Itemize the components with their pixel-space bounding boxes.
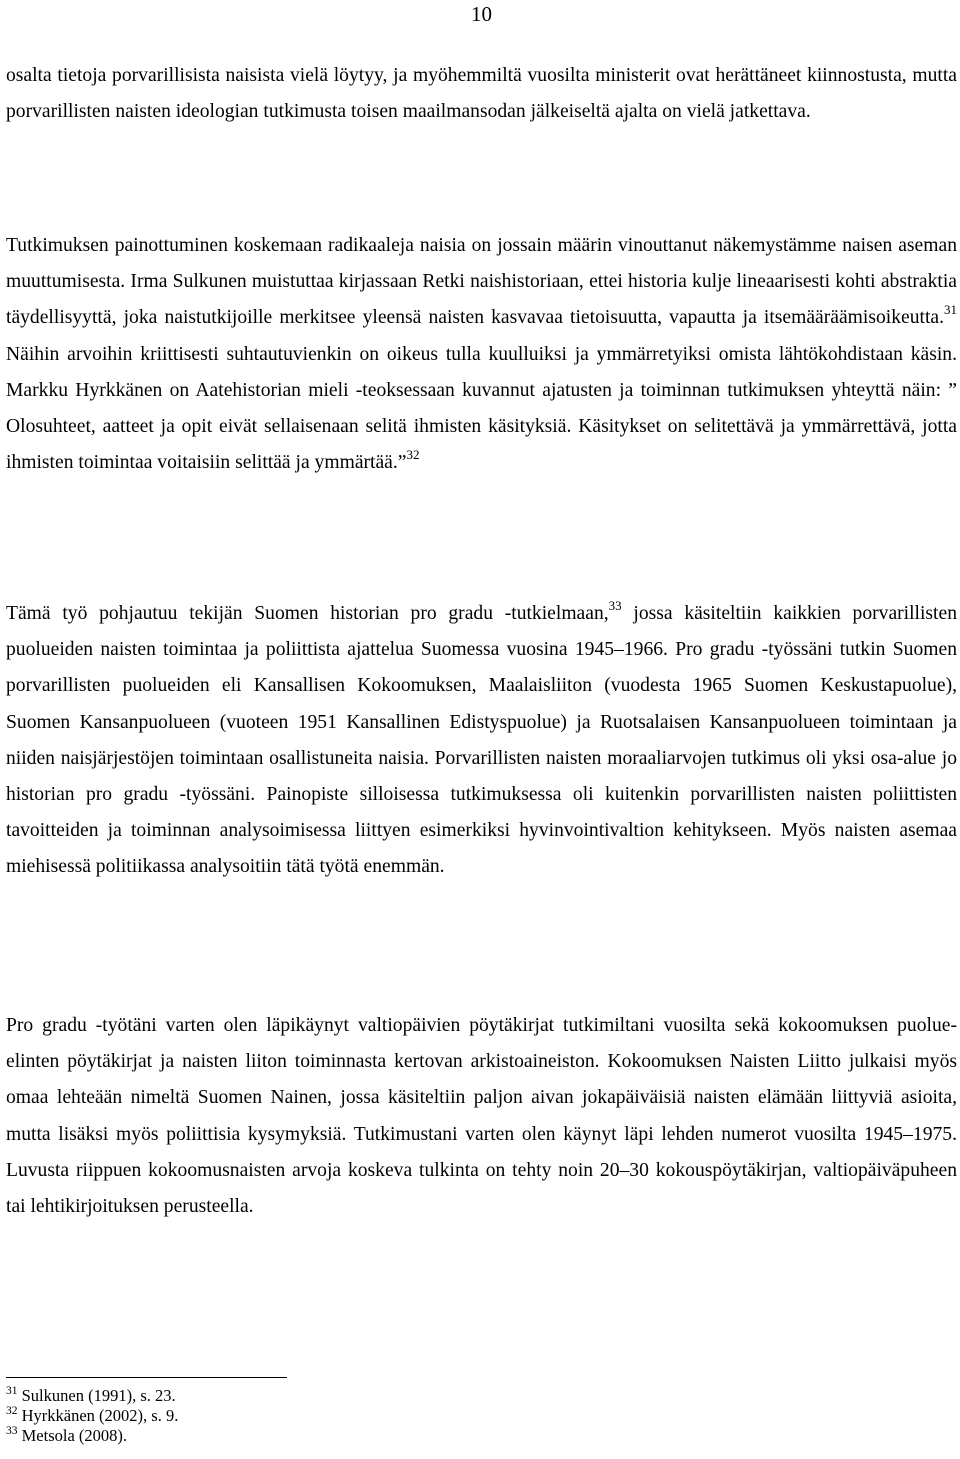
footnote-text: Metsola (2008). — [21, 1426, 128, 1445]
paragraph — [6, 596, 957, 886]
footnote-reference: 31 — [944, 302, 957, 318]
footnote — [6, 1406, 178, 1426]
paragraph-text: osalta tietoja porvarillisista naisista vielä löytyy, ja myöhemmiltä vuosilta ministerit ovat herättäneet kiinnostusta, mutta porvarillisten naisten ideologian tutkimusta toisen maailmansodan jälkeiseltä ajalta on vielä jatkettava. — [6, 65, 957, 123]
paragraph — [6, 228, 957, 481]
paragraph-text: Pro gradu -työtäni varten olen läpikäynyt valtiopäivien pöytäkirjat tutkimiltani vuosilta sekä kokoomuksen puolue-elinten pöytäkirjat ja naisten liiton toiminnasta kertovan arkistoaineiston. Kokoomuksen Naisten Liitto julkaisi myös omaa lehteään nimeltä Suomen Nainen, jossa käsiteltiin paljon aivan jokapäiväisiä naisten elämään liittyviä asioita, mutta lisäksi myös poliittisia kysymyksiä. Tutkimustani varten olen käynyt läpi lehden numerot vuosilta 1945–1975. Luvusta riippuen kokoomusnaisten arvoja koskeva tulkinta on tehty noin 20–30 kokouspöytäkirjan, valtiopäiväpuheen tai lehtikirjoituksen perusteella. — [6, 1015, 957, 1218]
footnote — [6, 1426, 178, 1446]
page-number: 10 — [471, 2, 492, 26]
paragraph-text: Tämä työ pohjautuu tekijän Suomen historian pro gradu -tutkielmaan, — [6, 603, 609, 624]
footnote — [6, 1386, 178, 1406]
paragraph-text: jossa käsiteltiin kaikkien porvarillisten puolueiden naisten toimintaa ja poliittista ajattelua Suomessa vuosina 1945–1966. Pro gradu -työssäni tutkin Suomen porvarillisten puolueiden eli Kansallisen Kokoomuksen, Maalaisliiton (vuodesta 1965 Suomen Keskustapuolue), Suomen Kansanpuolueen (vuoteen 1951 Kansallinen Edistyspuolue) ja Ruotsalaisen Kansanpuolueen toimintaan ja niiden naisjärjestöjen toimintaan osallistuneita naisia. Porvarillisten naisten moraaliarvojen tutkimus oli yksi osa-alue jo historian pro gradu -työssäni. Painopiste silloisessa tutkimuksessa oli kuitenkin porvarillisten naisten poliittisten tavoitteiden ja toiminnan analysoimisessa liittyen esimerkiksi hyvinvointivaltion kehitykseen. Myös naisten asemaa miehisessä politiikassa analysoitiin tätä työtä enemmän. — [6, 603, 957, 878]
paragraph-text: Tutkimuksen painottuminen koskemaan radikaaleja naisia on jossain määrin vinouttanut näkemystämme naisen aseman muuttumisesta. Irma Sulkunen muistuttaa kirjassaan Retki naishistoriaan, ettei historia kulje lineaarisesti kohti abstraktia täydellisyyttä, joka naistutkijoille merkitsee yleensä naisten kasvavaa tietoisuutta, vapautta ja itsemääräämisoikeutta. — [6, 235, 957, 329]
footnote-text: Hyrkkänen (2002), s. 9. — [21, 1406, 179, 1425]
footnote-text: Sulkunen (1991), s. 23. — [21, 1386, 176, 1405]
paragraph — [6, 58, 957, 130]
paragraph — [6, 1008, 957, 1225]
footnote-reference: 33 — [608, 598, 622, 613]
footnote-number: 31 — [6, 1385, 18, 1397]
footnote-reference: 32 — [406, 447, 420, 463]
footnotes — [6, 1386, 178, 1446]
footnote-separator — [6, 1377, 287, 1378]
paragraph-text: Näihin arvoihin kriittisesti suhtautuvienkin on oikeus tulla kuulluiksi ja ymmärretyiksi omista lähtökohdistaan käsin. Markku Hyrkkänen on Aatehistorian mieli -teoksessaan kuvannut ajatusten ja toiminnan tutkimuksen yhteyttä näin: ” Olosuhteet, aatteet ja opit eivät sellaisenaan selitä ihmisten käsityksiä. Käsitykset on selitettävä ja ymmärrettävä, jotta ihmisten toimintaa voitaisiin selittää ja ymmärtää.” — [6, 343, 957, 474]
footnote-number: 33 — [6, 1425, 18, 1437]
footnote-number: 32 — [6, 1405, 18, 1417]
